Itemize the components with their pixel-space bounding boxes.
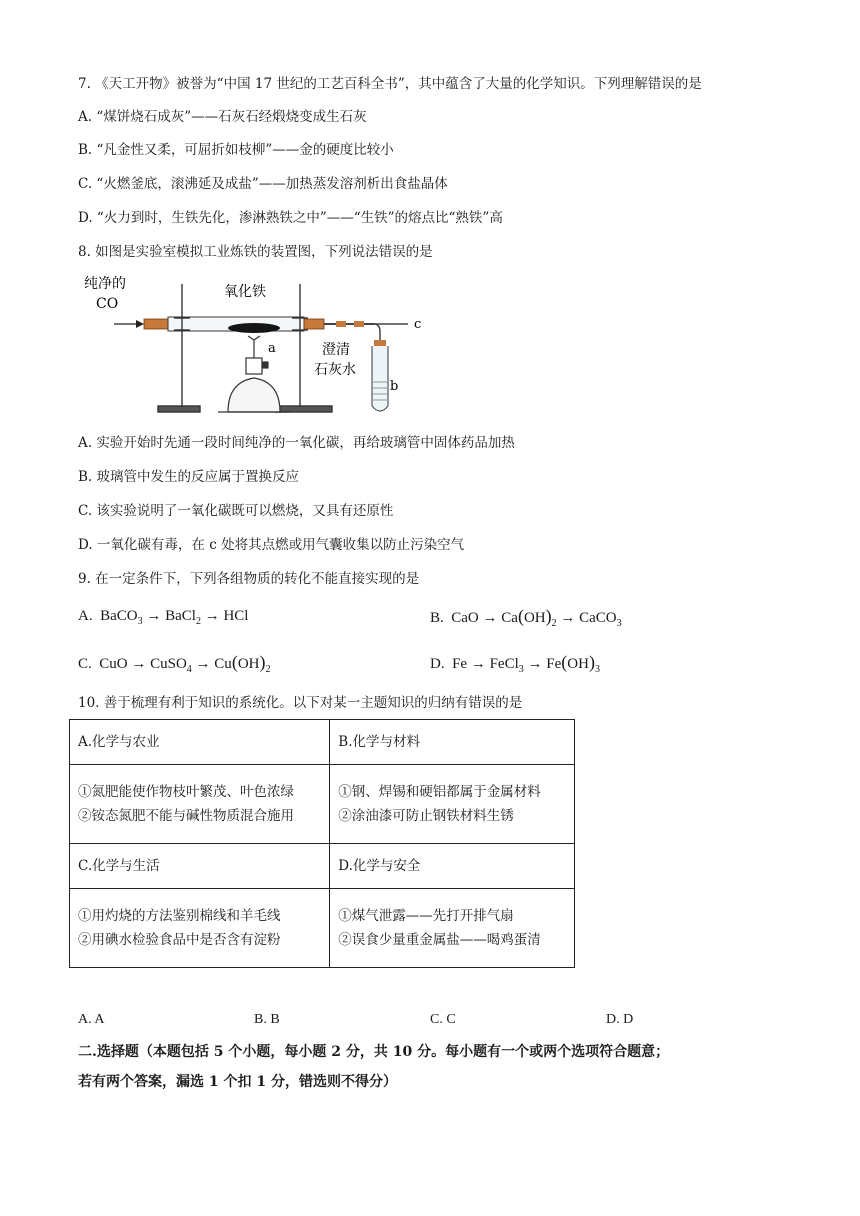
test-tube [372,346,388,411]
q9-d-label: D. [430,656,445,672]
cell-b-item-2: ②涂油漆可防止钢铁材料生锈 [338,808,514,824]
label-co: CO [96,296,119,312]
arrow-icon: → [527,656,543,672]
cell-a-head: A.化学与农业 [70,720,330,765]
outlet-stopper [304,319,324,329]
cell-d-body [330,889,575,968]
arrow-icon: → [560,610,576,626]
cell-b-item-1: ①钢、焊锡和硬铝都属于金属材料 [338,784,541,800]
formula-ca-oh-2: Ca [501,610,518,626]
cell-a-body [70,765,330,844]
arrow-icon: → [131,656,147,672]
q9-c-label: C. [78,656,92,672]
formula-cuo: CuO [99,656,128,672]
q10-answer-b: B. B [254,1012,280,1027]
cell-c-head: C.化学与生活 [70,844,330,889]
section-2-heading-line-1: 二.选择题（本题包括 5 个小题，每小题 2 分，共 10 分。每小题有一个或两个选项符合题意； [78,1044,670,1060]
q7-option-d: D. “火力到时，生铁先化，渗淋熟铁之中”——“生铁”的熔点比“熟铁”高 [78,210,503,226]
q9-option-b: B. CaO → $Ca(OH)_2$ → CaCO$_3$ [430,606,622,629]
cell-b-head: B.化学与材料 [330,720,575,765]
label-limewater: 石灰水 [314,362,356,378]
cell-a-item-1: ①氮肥能使作物枝叶繁茂、叶色浓绿 [78,784,294,800]
formula-fe-oh-3: Fe [546,656,562,672]
q8-option-c: C. 该实验说明了一氧化碳既可以燃烧，又具有还原性 [78,503,394,519]
label-clear: 澄清 [322,342,350,358]
q7-option-b: B. “凡金性又柔，可屈折如枝柳”——金的硬度比较小 [78,142,394,158]
cell-c-item-2: ②用碘水检验食品中是否含有淀粉 [78,932,281,948]
q8-option-a: A. 实验开始时先通一段时间纯净的一氧化碳，再给玻璃管中固体药品加热 [78,435,515,451]
label-b: b [390,379,399,394]
q10-answer-a: A. A [78,1012,105,1027]
formula-cuso4: CuSO [150,656,187,672]
q7-option-c: C. “火燃釜底，滚沸延及成盐”——加热蒸发溶剂析出食盐晶体 [78,176,448,192]
q8-stem: 8. 如图是实验室模拟工业炼铁的装置图，下列说法错误的是 [78,244,433,260]
label-c: c [414,317,422,332]
q10-answer-d: D. D [606,1012,634,1027]
label-a: a [268,341,276,356]
q7-option-a: A. “煤饼烧石成灰”——石灰石经煅烧变成生石灰 [78,109,367,125]
formula-baco3: BaCO [100,608,138,624]
q9-stem: 9. 在一定条件下，下列各组物质的转化不能直接实现的是 [78,571,420,587]
cell-a-item-2: ②铵态氮肥不能与碱性物质混合施用 [78,808,294,824]
rubber-joint-2 [354,321,364,327]
arrow-icon: → [470,656,486,672]
q9-b-label: B. [430,610,444,626]
iron-oxide-sample [228,323,280,333]
arrow-icon: → [146,608,162,624]
cell-d-head: D.化学与安全 [330,844,575,889]
formula-fe: Fe [452,656,468,672]
q8-option-b: B. 玻璃管中发生的反应属于置换反应 [78,469,300,485]
label-iron-oxide: 氧化铁 [224,284,266,300]
alcohol-burner-icon [218,336,290,412]
q9-option-c: C. CuO → CuSO$_4$ → $Cu(OH)_2$ [78,652,271,675]
cell-c-item-1: ①用灼烧的方法鉴别棉线和羊毛线 [78,908,281,924]
formula-cao: CaO [451,610,479,626]
formula-hcl: HCl [223,608,249,624]
q10-stem: 10. 善于梳理有利于知识的系统化。以下对某一主题知识的归纳有错误的是 [78,695,523,711]
left-iron-stand [158,284,200,412]
cell-b-body [330,765,575,844]
arrow-icon: → [204,608,220,624]
q10-knowledge-table [69,719,575,968]
co-inlet-arrow-icon [114,320,144,328]
arrow-icon: → [482,610,498,626]
formula-cu-oh-2: Cu [214,656,232,672]
q9-a-label: A. [78,608,93,624]
formula-fecl3: FeCl [489,656,519,672]
label-pure: 纯净的 [84,276,126,292]
formula-bacl2: BaCl [165,608,196,624]
q8-option-d: D. 一氧化碳有毒，在 c 处将其点燃或用气囊收集以防止污染空气 [78,537,465,553]
cell-c-body [70,889,330,968]
cell-d-item-1: ①煤气泄露——先打开排气扇 [338,908,514,924]
q9-option-d: D. Fe → FeCl$_3$ → $Fe(OH)_3$ [430,652,600,675]
q7-stem: 7. 《天工开物》被誉为“中国 17 世纪的工艺百科全书”，其中蕴含了大量的化学知识。下列理解错误的是 [78,76,702,92]
test-tube-stopper [374,340,386,346]
rubber-joint-1 [336,321,346,327]
iron-smelting-apparatus-figure [78,270,448,420]
formula-caco3: CaCO [579,610,617,626]
section-2-heading-line-2: 若有两个答案，漏选 1 个扣 1 分，错选则不得分） [78,1074,397,1090]
inlet-stopper [144,319,168,329]
q9-option-a: A. BaCO$_3$ → BaCl$_2$ → HCl [78,608,249,627]
cell-d-item-2: ②误食少量重金属盐——喝鸡蛋清 [338,932,541,948]
q10-answer-c: C. C [430,1012,456,1027]
arrow-icon: → [195,656,211,672]
